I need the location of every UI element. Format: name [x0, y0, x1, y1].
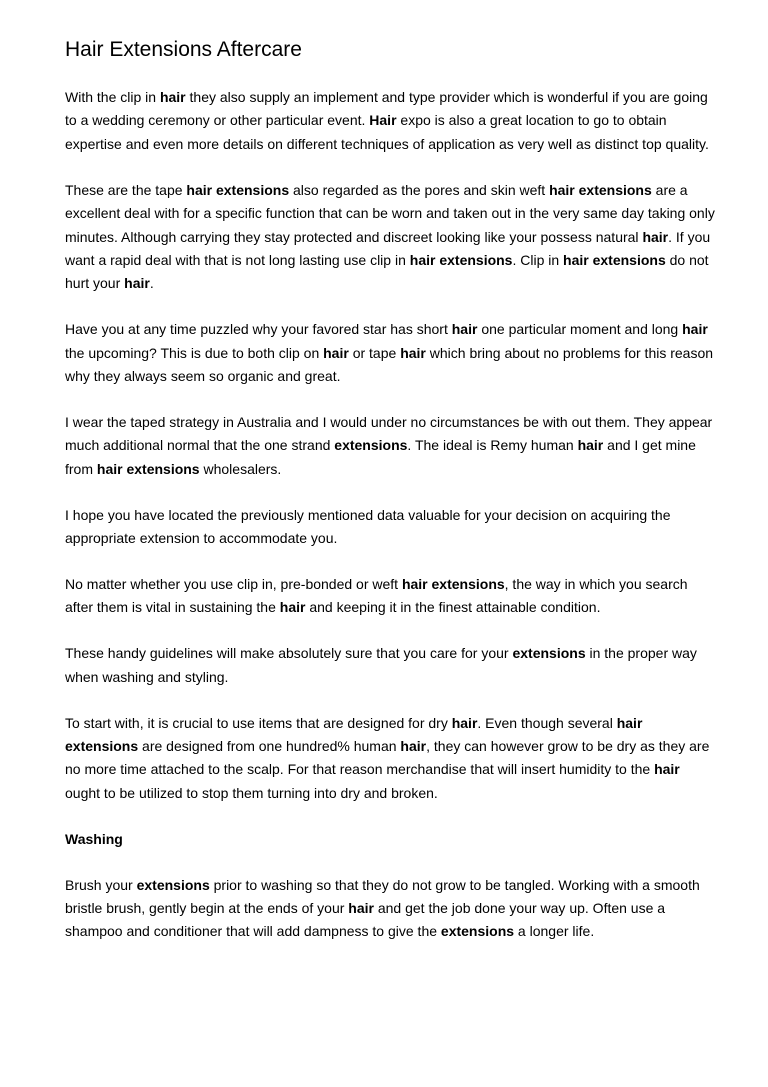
paragraph	[65, 874, 717, 944]
text-run: or tape	[348, 344, 401, 361]
document-body	[65, 86, 717, 944]
bold-keyword: extensions	[136, 876, 210, 893]
section-heading	[65, 828, 717, 851]
text-run: expo is also a great location to go to obtain expertise and even more details on different techniques of application as very well as distinct top quality.	[65, 112, 709, 152]
bold-keyword: hair	[654, 761, 680, 778]
bold-keyword: hair extensions	[186, 181, 290, 198]
text-run: These are the tape	[65, 181, 187, 198]
text-run: Brush your	[65, 876, 137, 893]
bold-keyword: hair	[400, 344, 426, 361]
text-run: . Even though several	[477, 714, 617, 731]
bold-keyword: Hair	[369, 112, 397, 129]
document-page	[65, 36, 717, 966]
text-run: .	[149, 275, 154, 292]
bold-keyword: hair extensions	[549, 181, 652, 198]
text-run: also regarded as the pores and skin weft	[289, 181, 550, 198]
bold-keyword: hair	[323, 344, 349, 361]
paragraph	[65, 411, 717, 481]
bold-keyword: hair	[279, 599, 306, 616]
text-run: a longer life.	[514, 923, 595, 940]
bold-keyword: hair extensions	[409, 251, 513, 268]
text-run: wholesalers.	[199, 460, 282, 477]
text-run: No matter whether you use clip in, pre-bonded or weft	[65, 576, 402, 592]
bold-keyword: hair extensions	[96, 460, 200, 477]
text-run: are a excellent deal with for a specific function that can be worn and taken out in the very same day taking only minutes. Although carrying they stay protected and discreet looking like your possess natural	[65, 181, 715, 245]
text-run: the upcoming? This is due to both clip on	[65, 344, 324, 361]
bold-keyword: hair extensions	[401, 576, 505, 592]
paragraph	[65, 573, 717, 620]
paragraph	[65, 318, 717, 388]
paragraph	[65, 712, 717, 806]
text-run: , they can however grow to be dry as they are no more time attached to the scalp. For that reason merchandise that will insert humidity to the	[65, 738, 710, 778]
text-run: prior to washing so that they do not grow to be tangled. Working with a smooth bristle brush, gently begin at the ends of your	[65, 876, 700, 917]
bold-keyword: hair	[159, 89, 186, 105]
text-run: . The ideal is Remy human	[407, 437, 578, 454]
text-run: do not hurt your	[65, 251, 709, 292]
bold-keyword: hair	[682, 321, 708, 338]
text-run: are designed from one hundred% human	[138, 738, 401, 755]
bold-keyword: extensions	[512, 645, 586, 662]
bold-keyword: hair	[124, 275, 150, 292]
text-run: and get the job done your way up. Often use a shampoo and conditioner that will add dampness to give the	[65, 900, 666, 940]
text-run: and keeping it in the finest attainable condition.	[305, 599, 601, 616]
bold-keyword: hair	[451, 714, 478, 731]
text-run: These handy guidelines will make absolutely sure that you care for your	[65, 645, 513, 662]
text-run: ought to be utilized to stop them turning into dry and broken.	[65, 784, 438, 801]
text-run: To start with, it is crucial to use items that are designed for dry	[65, 714, 452, 731]
bold-keyword: Washing	[65, 830, 123, 847]
text-run: With the clip in	[65, 89, 160, 105]
text-run: they also supply an implement and type provider which is wonderful if you are going to a wedding ceremony or other particular event.	[65, 89, 708, 129]
bold-keyword: hair extensions	[563, 251, 666, 268]
text-run: . Clip in	[512, 251, 564, 268]
text-run: I wear the taped strategy in Australia and I would under no circumstances be with out them. They appear much additional normal that the one strand	[65, 413, 713, 454]
paragraph	[65, 642, 717, 689]
text-run: . If you want a rapid deal with that is not long lasting use clip in	[65, 228, 711, 268]
paragraph	[65, 179, 717, 296]
text-run: one particular moment and long	[477, 321, 683, 338]
text-run: , the way in which you search after them is vital in sustaining the	[65, 576, 688, 616]
bold-keyword: hair	[400, 738, 427, 755]
text-run: and I get mine from	[65, 437, 696, 477]
paragraph	[65, 504, 717, 551]
text-run: which bring about no problems for this reason why they always seem so organic and great.	[65, 344, 714, 385]
text-run: I hope you have located the previously mentioned data valuable for your decision on acquiring the appropriate extension to accommodate you.	[65, 506, 671, 547]
paragraph	[65, 86, 717, 156]
bold-keyword: hair	[642, 228, 669, 245]
text-run: Have you at any time puzzled why your favored star has short	[65, 321, 452, 338]
bold-keyword: hair	[577, 437, 604, 454]
text-run: in the proper way when washing and styling.	[65, 645, 697, 685]
bold-keyword: hair	[451, 321, 478, 338]
bold-keyword: extensions	[334, 437, 408, 454]
bold-keyword: extensions	[440, 923, 515, 940]
page-title: Hair Extensions Aftercare	[65, 38, 302, 61]
bold-keyword: hair extensions	[65, 714, 643, 755]
bold-keyword: hair	[348, 900, 374, 917]
